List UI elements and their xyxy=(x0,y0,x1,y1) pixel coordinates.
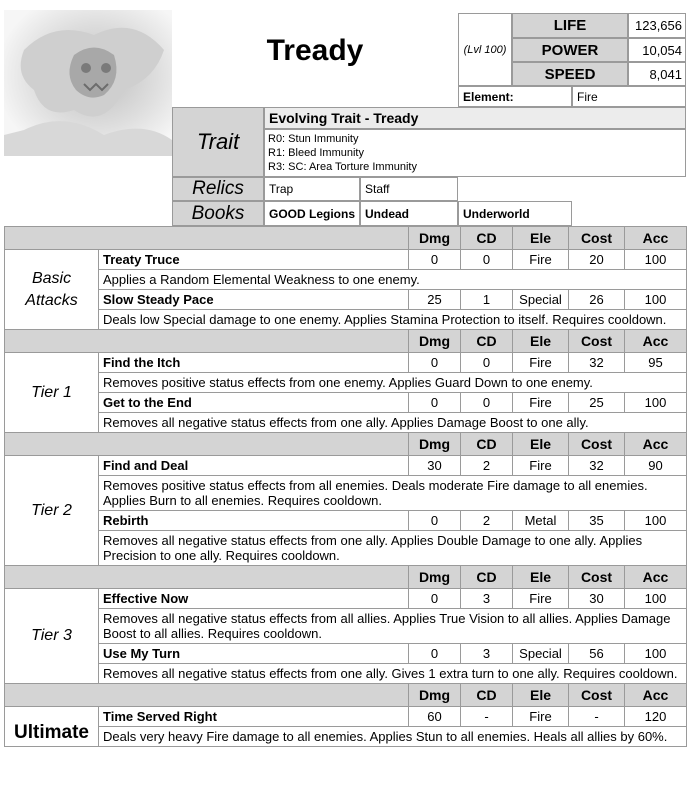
col-cd: CD xyxy=(461,433,513,456)
section-label-line: Attacks xyxy=(25,291,78,309)
col-dmg: Dmg xyxy=(409,433,461,456)
trait-description xyxy=(264,129,686,177)
col-ele: Ele xyxy=(513,684,569,707)
col-cost: Cost xyxy=(569,684,625,707)
skill-cost: 32 xyxy=(569,456,625,476)
stat-power-value xyxy=(628,38,686,62)
skill-ele: Fire xyxy=(513,456,569,476)
skill-ele: Fire xyxy=(513,393,569,413)
skill-cost: 20 xyxy=(569,250,625,270)
skill-name: Rebirth xyxy=(99,511,409,531)
book-item: Undead xyxy=(360,201,458,226)
skill-cost: 26 xyxy=(569,290,625,310)
skill-cost: 56 xyxy=(569,644,625,664)
col-dmg: Dmg xyxy=(409,227,461,250)
skill-row xyxy=(5,589,687,609)
skill-dmg: 0 xyxy=(409,511,461,531)
col-dmg: Dmg xyxy=(409,684,461,707)
header-blank xyxy=(5,433,409,456)
col-cost: Cost xyxy=(569,433,625,456)
skill-desc-row xyxy=(5,373,687,393)
skill-row xyxy=(5,644,687,664)
monster-portrait-image xyxy=(4,10,172,156)
skill-name: Effective Now xyxy=(99,589,409,609)
col-ele: Ele xyxy=(513,433,569,456)
skill-acc: 90 xyxy=(625,456,687,476)
col-acc: Acc xyxy=(625,433,687,456)
skill-dmg: 0 xyxy=(409,250,461,270)
skill-desc-row xyxy=(5,413,687,433)
skill-cd: 2 xyxy=(461,511,513,531)
skill-cost: 30 xyxy=(569,589,625,609)
skill-acc: 100 xyxy=(625,589,687,609)
col-cost: Cost xyxy=(569,227,625,250)
skill-cd: 2 xyxy=(461,456,513,476)
character-name: Tready xyxy=(266,34,364,67)
skill-acc: 100 xyxy=(625,290,687,310)
col-cd: CD xyxy=(461,227,513,250)
skill-cost: - xyxy=(569,707,625,727)
col-acc: Acc xyxy=(625,330,687,353)
header-blank xyxy=(5,227,409,250)
col-dmg: Dmg xyxy=(409,566,461,589)
stat-speed-label: SPEED xyxy=(512,62,628,86)
stat-speed-value-text: 8,041 xyxy=(649,66,682,82)
relic-item: Trap xyxy=(264,177,360,201)
skill-dmg: 60 xyxy=(409,707,461,727)
stat-power-value-text: 10,054 xyxy=(642,42,682,58)
skill-cost: 35 xyxy=(569,511,625,531)
element-value: Fire xyxy=(572,86,686,107)
skill-row xyxy=(5,393,687,413)
col-ele: Ele xyxy=(513,227,569,250)
skill-description: Removes positive status effects from all enemies. Deals moderate Fire damage to all enemies. Applies Burn to all enemies. Requires cooldown. xyxy=(99,476,687,511)
skill-desc-row xyxy=(5,476,687,511)
col-ele: Ele xyxy=(513,330,569,353)
skill-desc-row xyxy=(5,270,687,290)
skill-acc: 100 xyxy=(625,644,687,664)
skill-cd: 3 xyxy=(461,644,513,664)
relics-heading: Relics xyxy=(172,177,264,201)
level-label: (Lvl 100) xyxy=(458,13,512,86)
skill-name: Slow Steady Pace xyxy=(99,290,409,310)
stat-life-label: LIFE xyxy=(512,13,628,38)
column-header-row xyxy=(5,433,687,456)
skill-dmg: 0 xyxy=(409,644,461,664)
skill-dmg: 0 xyxy=(409,589,461,609)
skill-cd: - xyxy=(461,707,513,727)
skill-desc-row xyxy=(5,664,687,684)
skill-row xyxy=(5,250,687,270)
skill-description: Removes positive status effects from one enemy. Applies Guard Down to one enemy. xyxy=(99,373,687,393)
element-label: Element: xyxy=(458,86,572,107)
col-cost: Cost xyxy=(569,566,625,589)
skill-cd: 3 xyxy=(461,589,513,609)
skill-ele: Special xyxy=(513,290,569,310)
skill-ele: Metal xyxy=(513,511,569,531)
col-cost: Cost xyxy=(569,330,625,353)
col-cd: CD xyxy=(461,684,513,707)
skill-name: Find the Itch xyxy=(99,353,409,373)
book-item: GOOD Legions xyxy=(264,201,360,226)
stat-life-value-text: 123,656 xyxy=(635,18,682,33)
col-acc: Acc xyxy=(625,566,687,589)
skill-desc-row xyxy=(5,310,687,330)
col-acc: Acc xyxy=(625,227,687,250)
skill-description: Deals low Special damage to one enemy. Applies Stamina Protection to itself. Requires cooldown. xyxy=(99,310,687,330)
books-heading: Books xyxy=(172,201,264,226)
skill-cd: 1 xyxy=(461,290,513,310)
header-blank xyxy=(5,566,409,589)
skill-cd: 0 xyxy=(461,250,513,270)
skill-dmg: 0 xyxy=(409,393,461,413)
skill-row xyxy=(5,353,687,373)
column-header-row xyxy=(5,330,687,353)
trait-line: R3: SC: Area Torture Immunity xyxy=(268,161,417,173)
skill-desc-row xyxy=(5,531,687,566)
skill-name: Treaty Truce xyxy=(99,250,409,270)
trait-line: R1: Bleed Immunity xyxy=(268,147,364,159)
skill-description: Removes all negative status effects from one ally. Gives 1 extra turn to one ally. Requires cooldown. xyxy=(99,664,687,684)
skill-description: Removes all negative status effects from all allies. Applies True Vision to all allies. Applies Damage Boost to all allies. Requires cooldown. xyxy=(99,609,687,644)
skill-dmg: 25 xyxy=(409,290,461,310)
column-header-row xyxy=(5,566,687,589)
skill-acc: 100 xyxy=(625,250,687,270)
col-acc: Acc xyxy=(625,684,687,707)
trait-heading: Trait xyxy=(172,107,264,177)
relic-item: Staff xyxy=(360,177,458,201)
section-label-tier-1: Tier 1 xyxy=(5,353,99,433)
skill-row xyxy=(5,707,687,727)
col-dmg: Dmg xyxy=(409,330,461,353)
skill-name: Time Served Right xyxy=(99,707,409,727)
header-blank xyxy=(5,684,409,707)
skill-description: Removes all negative status effects from one ally. Applies Double Damage to one ally. Applies Precision to one ally. Requires cooldown. xyxy=(99,531,687,566)
book-item: Underworld xyxy=(458,201,572,226)
skill-dmg: 0 xyxy=(409,353,461,373)
skill-name: Use My Turn xyxy=(99,644,409,664)
skill-cost: 32 xyxy=(569,353,625,373)
character-portrait xyxy=(4,10,172,156)
trait-line: R0: Stun Immunity xyxy=(268,133,359,145)
skill-name: Get to the End xyxy=(99,393,409,413)
skill-ele: Fire xyxy=(513,250,569,270)
section-label-tier-3: Tier 3 xyxy=(5,589,99,684)
col-ele: Ele xyxy=(513,566,569,589)
skill-ele: Fire xyxy=(513,707,569,727)
skill-ele: Fire xyxy=(513,353,569,373)
trait-title: Evolving Trait - Tready xyxy=(264,107,686,129)
skill-cd: 0 xyxy=(461,393,513,413)
skill-acc: 100 xyxy=(625,393,687,413)
section-label-line: Basic xyxy=(31,269,72,287)
skill-ele: Special xyxy=(513,644,569,664)
header-blank xyxy=(5,330,409,353)
skill-row xyxy=(5,511,687,531)
skill-acc: 120 xyxy=(625,707,687,727)
section-label-basic-attacks xyxy=(5,250,99,330)
skill-desc-row xyxy=(5,609,687,644)
skill-dmg: 30 xyxy=(409,456,461,476)
skill-acc: 95 xyxy=(625,353,687,373)
skill-description: Applies a Random Elemental Weakness to one enemy. xyxy=(99,270,687,290)
section-label-tier-2: Tier 2 xyxy=(5,456,99,566)
column-header-row xyxy=(5,684,687,707)
column-header-row xyxy=(5,227,687,250)
stat-speed-value xyxy=(628,62,686,86)
skill-desc-row xyxy=(5,727,687,747)
col-cd: CD xyxy=(461,566,513,589)
skill-description: Removes all negative status effects from one ally. Applies Damage Boost to one ally. xyxy=(99,413,687,433)
skill-name: Find and Deal xyxy=(99,456,409,476)
skill-acc: 100 xyxy=(625,511,687,531)
section-label-ultimate: Ultimate xyxy=(5,707,99,747)
col-cd: CD xyxy=(461,330,513,353)
skill-cd: 0 xyxy=(461,353,513,373)
skill-description: Deals very heavy Fire damage to all enemies. Applies Stun to all enemies. Heals all allies by 60%. xyxy=(99,727,687,747)
skill-ele: Fire xyxy=(513,589,569,609)
stat-power-label: POWER xyxy=(512,38,628,62)
skills-table xyxy=(4,226,687,747)
stat-life-value xyxy=(628,13,686,38)
skill-cost: 25 xyxy=(569,393,625,413)
skill-row xyxy=(5,456,687,476)
skill-row xyxy=(5,290,687,310)
